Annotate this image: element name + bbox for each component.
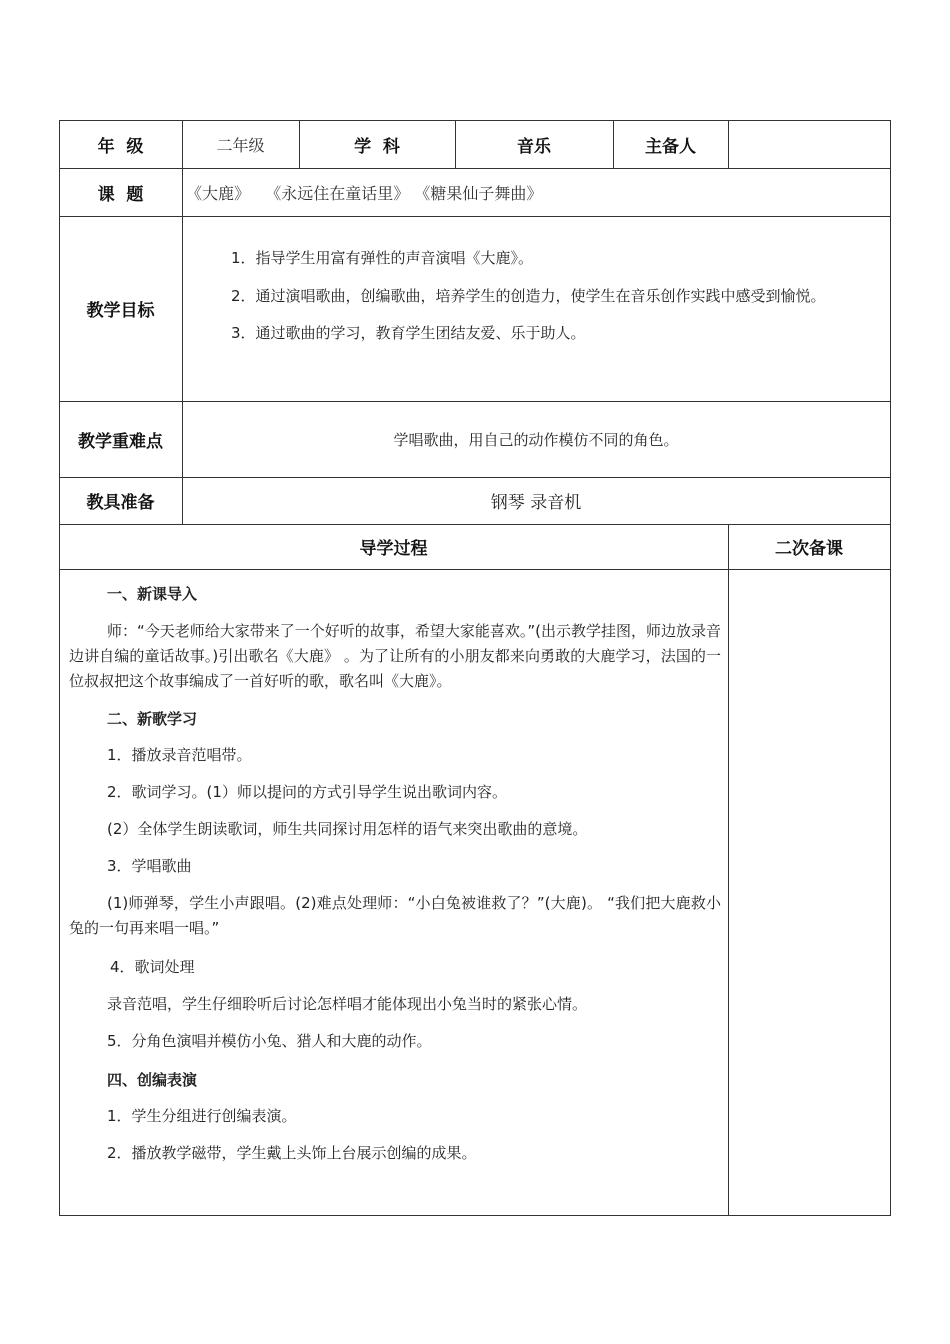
table-rule (59, 216, 891, 217)
table-rule (59, 1215, 891, 1216)
list-paragraph: 录音范唱，学生仔细聆听后讨论怎样唱才能体现出小兔当时的紧张心情。 (107, 995, 588, 1013)
grade-value: 二年级 (216, 135, 265, 155)
list-item: 1．学生分组进行创编表演。 (107, 1107, 297, 1125)
section-title: 一、新课导入 (107, 585, 198, 603)
section-title: 二、新歌学习 (107, 710, 198, 728)
list-item: 2．播放教学磁带，学生戴上头饰上台展示创编的成果。 (107, 1144, 477, 1162)
objective-item: 1．指导学生用富有弹性的声音演唱《大鹿》。 (231, 249, 534, 267)
subject-value: 音乐 (517, 136, 551, 157)
subject-label: 学 科 (354, 136, 400, 157)
list-item: 5．分角色演唱并模仿小兔、猎人和大鹿的动作。 (107, 1032, 432, 1050)
section-title: 四、创编表演 (107, 1071, 198, 1089)
topic-value: 《大鹿》 《永远住在童话里》 《糖果仙子舞曲》 (186, 183, 543, 203)
topic-label: 课 题 (97, 184, 144, 205)
objective-item: 3．通过歌曲的学习，教育学生团结友爱、乐于助人。 (231, 324, 586, 342)
second-prep-header: 二次备课 (775, 539, 843, 559)
materials-label: 教具准备 (86, 493, 155, 513)
preparer-value (728, 120, 890, 168)
list-item: 2．歌词学习。(1）师以提问的方式引导学生说出歌词内容。 (107, 783, 507, 801)
materials-value: 钢琴 录音机 (490, 493, 582, 513)
key-points-label: 教学重难点 (78, 431, 163, 452)
list-item: (2）全体学生朗读歌词，师生共同探讨用怎样的语气来突出歌曲的意境。 (107, 820, 588, 838)
preparer-label: 主备人 (645, 136, 696, 157)
intro-paragraph: 师：“今天老师给大家带来了一个好听的故事，希望大家能喜欢。”(出示教学挂图，师边放录音边讲自编的童话故事。)引出歌名《大鹿》 。为了让所有的小朋友都来向勇敢的大鹿学习，法国的一位叔叔把这个故事编成了一首好听的歌，歌名叫《大鹿》。 (69, 622, 721, 690)
key-points-value: 学唱歌曲，用自己的动作模仿不同的角色。 (393, 430, 679, 449)
grade-label: 年 级 (97, 136, 144, 157)
second-prep-content[interactable] (729, 570, 890, 1215)
list-item: 3．学唱歌曲 (107, 857, 192, 875)
objective-item: 2．通过演唱歌曲，创编歌曲，培养学生的创造力，使学生在音乐创作实践中感受到愉悦。 (231, 287, 826, 305)
list-paragraph: (1)师弹琴，学生小声跟唱。(2)难点处理师：“小白兔被谁救了？”(大鹿)。 “我们把大鹿救小兔的一句再来唱一唱。” (69, 894, 721, 937)
table-rule (890, 120, 891, 1216)
list-item: 1．播放录音范唱带。 (107, 746, 252, 764)
objectives-label: 教学目标 (86, 301, 155, 321)
list-item: 4．歌词处理 (110, 958, 195, 976)
process-header: 导学过程 (359, 539, 428, 559)
